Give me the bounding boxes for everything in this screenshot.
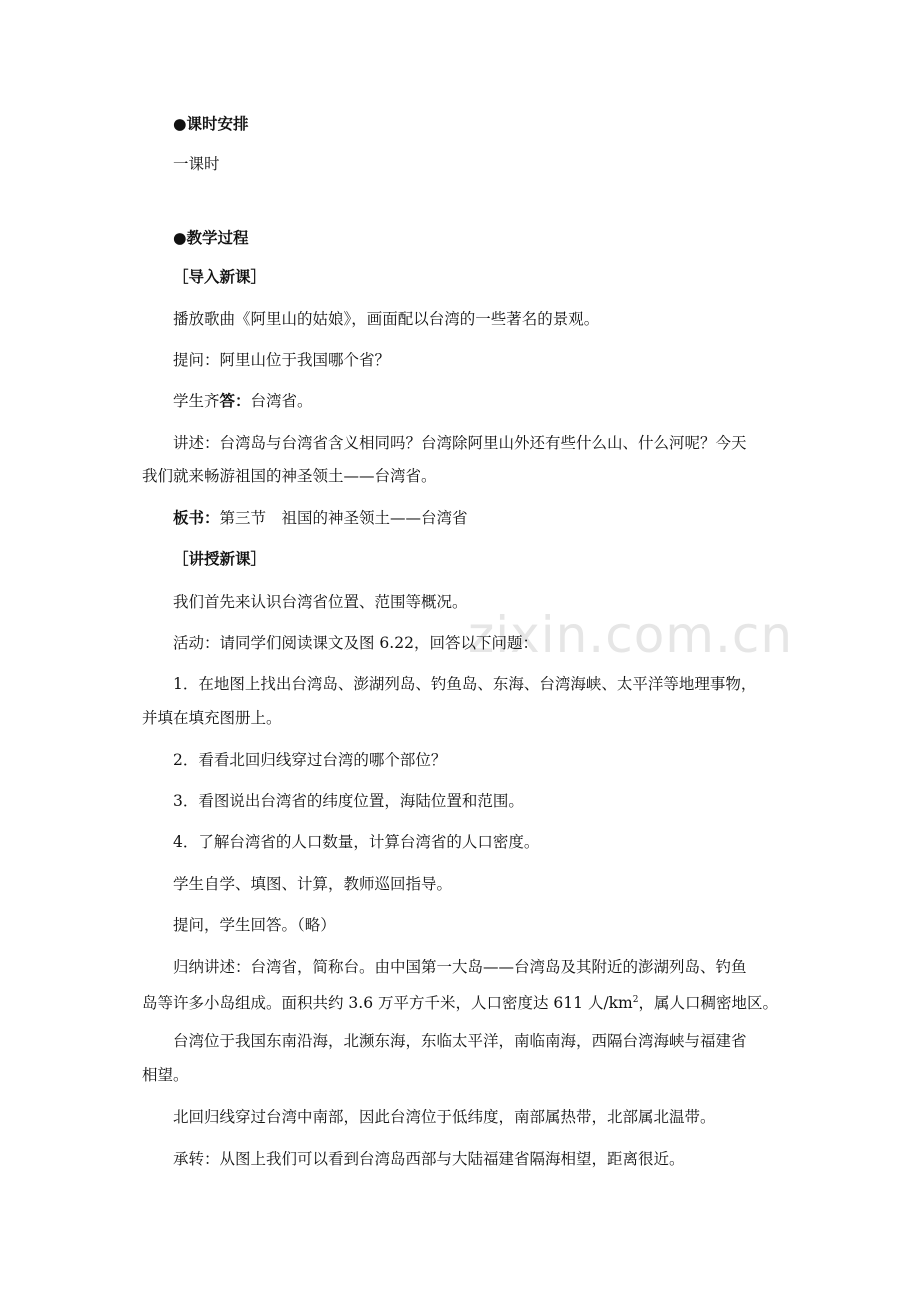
paragraph-ask: 提问，学生回答。（略） — [173, 916, 336, 934]
heading-process: ●教学过程 — [173, 228, 249, 247]
paragraph-overview: 我们首先来认识台湾省位置、范围等概况。 — [173, 593, 468, 611]
answer-label: 答： — [219, 391, 251, 410]
paragraph-tropic: 北回归线穿过台湾中南部，因此台湾位于低纬度，南部属热带，北部属北温带。 — [173, 1108, 716, 1126]
paragraph-question: 提问：阿里山位于我国哪个省？ — [173, 351, 391, 369]
paragraph-blackboard — [173, 508, 468, 528]
schedule-value: 一课时 — [173, 155, 220, 173]
paragraph-location-line2: 相望。 — [142, 1066, 189, 1084]
paragraph-activity: 活动：请同学们阅读课文及图 6.22，回答以下问题： — [173, 634, 538, 652]
paragraph-transition: 承转：从图上我们可以看到台湾岛西部与大陆福建省隔海相望，距离很近。 — [173, 1150, 685, 1168]
question-2: 2．看看北回归线穿过台湾的哪个部位？ — [173, 751, 447, 769]
paragraph-lecture-line1: 讲述：台湾岛与台湾省含义相同吗？台湾除阿里山外还有些什么山、什么河呢？今天 — [173, 434, 747, 452]
paragraph-answer — [173, 391, 313, 411]
section-intro-tag: ［导入新课］ — [173, 267, 267, 286]
summary-text-a: 岛等许多小岛组成。面积共约 3.6 万平方千米，人口密度达 611 人/km — [142, 994, 633, 1012]
paragraph-song: 播放歌曲《阿里山的姑娘》，画面配以台湾的一些著名的景观。 — [173, 310, 600, 328]
question-1-line2: 并填在填充图册上。 — [142, 709, 282, 727]
paragraph-location-line1: 台湾位于我国东南沿海，北濒东海，东临太平洋，南临南海，西隔台湾海峡与福建省 — [173, 1032, 747, 1050]
blackboard-label: 板书： — [173, 508, 220, 527]
heading-schedule: ●课时安排 — [173, 114, 249, 133]
blackboard-text: 第三节 祖国的神圣领土——台湾省 — [219, 509, 468, 527]
section-teach-tag: ［讲授新课］ — [173, 549, 267, 568]
summary-text-b: ，属人口稠密地区。 — [638, 994, 779, 1012]
answer-text: 台湾省。 — [250, 392, 313, 410]
watermark: zixin.com.cn — [468, 606, 794, 664]
answer-prefix: 学生齐 — [173, 392, 220, 410]
paragraph-lecture-line2: 我们就来畅游祖国的神圣领土——台湾省。 — [142, 467, 437, 485]
summary-superscript: 2 — [632, 995, 639, 1005]
question-1-line1: 1．在地图上找出台湾岛、澎湖列岛、钓鱼岛、东海、台湾海峡、太平洋等地理事物， — [173, 675, 757, 693]
paragraph-self-study: 学生自学、填图、计算，教师巡回指导。 — [173, 875, 453, 893]
paragraph-summary-line1: 归纳讲述：台湾省，简称台。由中国第一大岛——台湾岛及其附近的澎湖列岛、钓鱼 — [173, 958, 747, 976]
question-4: 4．了解台湾省的人口数量，计算台湾省的人口密度。 — [173, 833, 540, 851]
paragraph-summary-line2 — [142, 990, 778, 1013]
question-3: 3．看图说出台湾省的纬度位置，海陆位置和范围。 — [173, 792, 524, 810]
